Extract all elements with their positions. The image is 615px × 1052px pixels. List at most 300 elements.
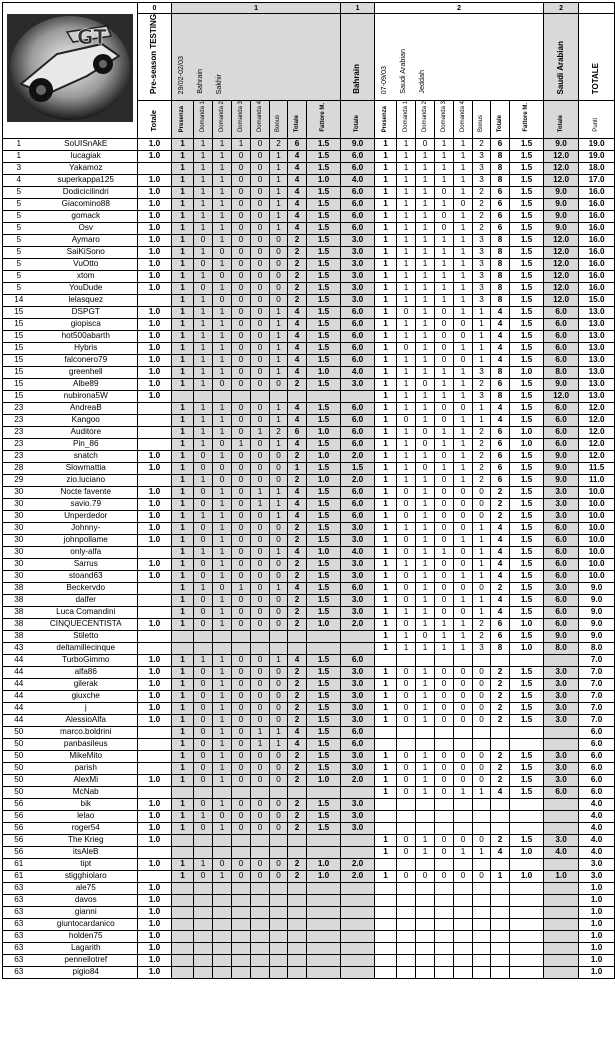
r2-d4: 1	[454, 474, 473, 486]
r2-d1: 1	[397, 318, 416, 330]
r1-d1: 0	[194, 774, 213, 786]
r1-d1: 1	[194, 150, 213, 162]
r1-totale: 2	[288, 618, 307, 630]
pre-season-total: 1.0	[138, 510, 172, 522]
rank: 23	[3, 450, 35, 462]
r1-d4: 0	[251, 594, 270, 606]
rank: 15	[3, 318, 35, 330]
r2-d4: 1	[454, 594, 473, 606]
r2-presenza: 1	[375, 546, 397, 558]
logo-cell	[3, 3, 138, 139]
r2-d3: 1	[435, 630, 454, 642]
table-row	[3, 354, 615, 366]
r1-sum: 3.0	[341, 234, 375, 246]
r2-d2: 0	[416, 462, 435, 474]
punti: 16.0	[579, 222, 615, 234]
rank: 30	[3, 546, 35, 558]
r2-sum: 3.0	[544, 690, 579, 702]
r1-d4: 0	[251, 570, 270, 582]
race1-country: Bahrain	[195, 69, 205, 95]
r1-bonus	[270, 786, 288, 798]
pre-season-total: 1.0	[138, 882, 172, 894]
r2-d3	[435, 954, 454, 966]
r1-bonus: 1	[270, 306, 288, 318]
rank: 56	[3, 846, 35, 858]
pre-season-total	[138, 630, 172, 642]
rank: 15	[3, 342, 35, 354]
r1-d3: 0	[232, 270, 251, 282]
table-row	[3, 894, 615, 906]
player-name: holden75	[35, 930, 138, 942]
r2-sum: 12.0	[544, 294, 579, 306]
table-row	[3, 966, 615, 978]
r1-sum: 6.0	[341, 354, 375, 366]
r2-d2: 1	[416, 498, 435, 510]
r1-totale: 4	[288, 318, 307, 330]
punti: 7.0	[579, 702, 615, 714]
r1-d2	[213, 642, 232, 654]
race1-total-label: Bahrain	[341, 14, 375, 101]
r1-d3	[232, 966, 251, 978]
pre-season-total: 1.0	[138, 222, 172, 234]
r1-d1: 1	[194, 366, 213, 378]
punti: 13.0	[579, 378, 615, 390]
rank: 5	[3, 270, 35, 282]
r2-d4: 1	[454, 570, 473, 582]
r2-d1: 0	[397, 846, 416, 858]
rank: 30	[3, 570, 35, 582]
r2-d1: 1	[397, 378, 416, 390]
col-header-r2-bonus: Bonus	[473, 100, 491, 138]
r2-d1: 1	[397, 558, 416, 570]
rank: 44	[3, 654, 35, 666]
r1-sum: 9.0	[341, 138, 375, 150]
pre-season-total: 1.0	[138, 270, 172, 282]
r1-totale: 2	[288, 870, 307, 882]
r2-bonus: 2	[473, 630, 491, 642]
punti: 8.0	[579, 642, 615, 654]
r2-fattore	[510, 906, 544, 918]
r2-d2	[416, 738, 435, 750]
r1-d3: 0	[232, 450, 251, 462]
r2-bonus: 3	[473, 234, 491, 246]
r2-d1: 0	[397, 834, 416, 846]
r1-d1	[194, 834, 213, 846]
r1-d4: 0	[251, 198, 270, 210]
r1-d4: 1	[251, 498, 270, 510]
r1-bonus: 0	[270, 822, 288, 834]
r1-d3: 0	[232, 246, 251, 258]
r1-totale	[288, 906, 307, 918]
r1-fattore: 1.5	[307, 498, 341, 510]
r1-presenza: 1	[172, 822, 194, 834]
player-name: gomack	[35, 210, 138, 222]
table-row	[3, 150, 615, 162]
r2-sum	[544, 882, 579, 894]
r1-totale	[288, 390, 307, 402]
r1-totale	[288, 894, 307, 906]
player-name: giopisca	[35, 318, 138, 330]
table-row	[3, 726, 615, 738]
player-name: Beckervdo	[35, 582, 138, 594]
r2-presenza: 1	[375, 534, 397, 546]
r2-presenza: 1	[375, 786, 397, 798]
r2-d1: 0	[397, 690, 416, 702]
r1-d3: 0	[232, 150, 251, 162]
r1-d1: 1	[194, 654, 213, 666]
table-row	[3, 402, 615, 414]
r2-totale: 2	[491, 498, 510, 510]
r1-d3	[232, 918, 251, 930]
r2-d2: 1	[416, 222, 435, 234]
r1-totale: 4	[288, 654, 307, 666]
r1-fattore: 1.5	[307, 582, 341, 594]
rank: 38	[3, 630, 35, 642]
r2-sum: 3.0	[544, 582, 579, 594]
rank: 15	[3, 330, 35, 342]
player-name: Aymaro	[35, 234, 138, 246]
r2-d1: 0	[397, 618, 416, 630]
table-row	[3, 930, 615, 942]
r2-d4: 0	[454, 678, 473, 690]
r1-d4: 0	[251, 702, 270, 714]
pre-season-total	[138, 738, 172, 750]
r2-d4: 0	[454, 714, 473, 726]
r2-presenza: 1	[375, 606, 397, 618]
r2-d3	[435, 906, 454, 918]
r1-d3: 0	[232, 162, 251, 174]
r2-presenza: 1	[375, 558, 397, 570]
r1-d4: 0	[251, 654, 270, 666]
r1-d4: 0	[251, 222, 270, 234]
r2-fattore: 1.5	[510, 774, 544, 786]
r2-d3: 0	[435, 402, 454, 414]
r2-sum: 1.0	[544, 870, 579, 882]
r2-d1: 0	[397, 342, 416, 354]
r2-d4: 1	[454, 294, 473, 306]
r2-sum: 3.0	[544, 666, 579, 678]
r1-d3: 0	[232, 282, 251, 294]
rank: 5	[3, 210, 35, 222]
r1-totale: 4	[288, 402, 307, 414]
r1-presenza: 1	[172, 774, 194, 786]
r2-d4: 1	[454, 786, 473, 798]
r1-fattore: 1.5	[307, 138, 341, 150]
r1-d4	[251, 942, 270, 954]
r1-d1: 1	[194, 342, 213, 354]
r2-d4: 0	[454, 582, 473, 594]
r1-fattore: 1.5	[307, 738, 341, 750]
r2-totale: 6	[491, 222, 510, 234]
rank: 5	[3, 198, 35, 210]
r1-totale	[288, 642, 307, 654]
r2-bonus: 2	[473, 210, 491, 222]
r1-presenza: 1	[172, 570, 194, 582]
r2-fattore: 1.5	[510, 714, 544, 726]
r2-d1: 1	[397, 606, 416, 618]
r1-totale: 2	[288, 282, 307, 294]
r1-presenza: 1	[172, 162, 194, 174]
player-name: ale75	[35, 882, 138, 894]
r1-d2: 1	[213, 750, 232, 762]
r2-totale: 4	[491, 342, 510, 354]
r2-presenza: 1	[375, 774, 397, 786]
rank: 50	[3, 774, 35, 786]
r1-sum: 4.0	[341, 546, 375, 558]
r1-presenza	[172, 630, 194, 642]
r2-totale: 8	[491, 174, 510, 186]
table-row	[3, 366, 615, 378]
r2-sum: 6.0	[544, 570, 579, 582]
r2-sum: 12.0	[544, 270, 579, 282]
r2-d2: 1	[416, 666, 435, 678]
player-name: Auditore	[35, 426, 138, 438]
r2-d1: 1	[397, 450, 416, 462]
table-row	[3, 858, 615, 870]
r1-d4: 0	[251, 582, 270, 594]
r1-bonus: 1	[270, 366, 288, 378]
r1-d3: 0	[232, 726, 251, 738]
player-name: Osv	[35, 222, 138, 234]
r1-presenza	[172, 918, 194, 930]
r1-presenza: 1	[172, 522, 194, 534]
player-name: Stiletto	[35, 630, 138, 642]
r1-d1	[194, 966, 213, 978]
pre-season-total: 1.0	[138, 138, 172, 150]
r2-totale: 2	[491, 666, 510, 678]
r2-sum: 9.0	[544, 138, 579, 150]
r2-d3: 0	[435, 690, 454, 702]
r1-d2: 0	[213, 294, 232, 306]
r1-presenza: 1	[172, 414, 194, 426]
r2-fattore	[510, 738, 544, 750]
r1-bonus: 1	[270, 654, 288, 666]
table-row	[3, 174, 615, 186]
svg-text:GT: GT	[77, 25, 107, 50]
r1-sum	[341, 834, 375, 846]
r2-presenza: 1	[375, 426, 397, 438]
r2-sum: 12.0	[544, 246, 579, 258]
r2-fattore: 1.5	[510, 750, 544, 762]
r1-d2: 1	[213, 510, 232, 522]
r2-d4	[454, 954, 473, 966]
r1-d4: 0	[251, 186, 270, 198]
r2-totale: 6	[491, 438, 510, 450]
r2-d2: 1	[416, 354, 435, 366]
r1-presenza: 1	[172, 510, 194, 522]
r2-d1: 0	[397, 534, 416, 546]
r2-fattore: 1.5	[510, 534, 544, 546]
r2-presenza: 1	[375, 510, 397, 522]
r1-d3: 0	[232, 534, 251, 546]
r2-d4	[454, 966, 473, 978]
r1-totale: 2	[288, 450, 307, 462]
r1-sum	[341, 390, 375, 402]
r2-fattore: 1.5	[510, 402, 544, 414]
r1-d2: 1	[213, 162, 232, 174]
r2-totale	[491, 858, 510, 870]
r2-d4: 0	[454, 510, 473, 522]
r1-d4: 0	[251, 858, 270, 870]
r1-totale: 4	[288, 162, 307, 174]
r1-sum: 1.5	[341, 462, 375, 474]
r1-d2: 1	[213, 714, 232, 726]
r2-d2: 1	[416, 702, 435, 714]
rank: 14	[3, 294, 35, 306]
r1-totale: 2	[288, 798, 307, 810]
pre-season-total	[138, 426, 172, 438]
pre-season-total	[138, 438, 172, 450]
r1-bonus: 1	[270, 738, 288, 750]
r1-bonus: 0	[270, 810, 288, 822]
pre-season-total: 1.0	[138, 210, 172, 222]
player-name: giuntocardanico	[35, 918, 138, 930]
r2-totale: 6	[491, 630, 510, 642]
r2-d3: 1	[435, 546, 454, 558]
r1-fattore: 1.5	[307, 342, 341, 354]
r1-fattore: 1.5	[307, 534, 341, 546]
r1-bonus	[270, 930, 288, 942]
rank: 50	[3, 750, 35, 762]
r1-bonus	[270, 918, 288, 930]
r2-presenza: 1	[375, 354, 397, 366]
r1-bonus: 0	[270, 282, 288, 294]
r1-fattore	[307, 894, 341, 906]
r1-presenza: 1	[172, 474, 194, 486]
r1-totale: 6	[288, 426, 307, 438]
punti: 6.0	[579, 750, 615, 762]
punti: 9.0	[579, 630, 615, 642]
r2-d4: 1	[454, 306, 473, 318]
r2-d3: 1	[435, 390, 454, 402]
r2-d1: 0	[397, 594, 416, 606]
r1-sum: 6.0	[341, 738, 375, 750]
r2-fattore: 1.5	[510, 318, 544, 330]
r2-bonus: 1	[473, 330, 491, 342]
r1-d2	[213, 786, 232, 798]
r2-d4	[454, 942, 473, 954]
r1-d4: 0	[251, 282, 270, 294]
r2-d1	[397, 654, 416, 666]
r2-sum	[544, 954, 579, 966]
player-name: lelasquez	[35, 294, 138, 306]
punti: 1.0	[579, 918, 615, 930]
r1-fattore: 1.0	[307, 546, 341, 558]
r1-totale: 6	[288, 138, 307, 150]
r1-fattore	[307, 786, 341, 798]
r1-d3: 1	[232, 438, 251, 450]
r1-d3: 0	[232, 354, 251, 366]
rank: 50	[3, 738, 35, 750]
r1-bonus	[270, 882, 288, 894]
r2-presenza	[375, 966, 397, 978]
r2-fattore: 1.5	[510, 294, 544, 306]
r1-totale: 4	[288, 726, 307, 738]
r1-fattore	[307, 630, 341, 642]
r2-d1: 0	[397, 678, 416, 690]
player-name: only-alfa	[35, 546, 138, 558]
r1-d4	[251, 882, 270, 894]
r2-d2	[416, 654, 435, 666]
r1-d1	[194, 786, 213, 798]
r1-d1: 0	[194, 666, 213, 678]
r1-d2: 1	[213, 282, 232, 294]
r2-d3: 1	[435, 162, 454, 174]
r2-d2: 0	[416, 438, 435, 450]
r2-presenza: 1	[375, 582, 397, 594]
r2-bonus	[473, 822, 491, 834]
r2-bonus: 0	[473, 702, 491, 714]
r1-presenza: 1	[172, 438, 194, 450]
r1-bonus: 1	[270, 510, 288, 522]
r2-fattore: 1.5	[510, 246, 544, 258]
r1-totale: 4	[288, 486, 307, 498]
r2-d1: 1	[397, 174, 416, 186]
r1-sum: 3.0	[341, 762, 375, 774]
r1-totale: 4	[288, 354, 307, 366]
table-row	[3, 522, 615, 534]
r2-d3: 0	[435, 834, 454, 846]
r2-d1: 1	[397, 354, 416, 366]
rank: 23	[3, 402, 35, 414]
r2-fattore: 1.5	[510, 174, 544, 186]
r1-d3	[232, 834, 251, 846]
r2-d3: 1	[435, 438, 454, 450]
pre-season-total: 1.0	[138, 798, 172, 810]
r2-bonus: 0	[473, 762, 491, 774]
r2-sum: 3.0	[544, 750, 579, 762]
r1-d2: 1	[213, 486, 232, 498]
r2-d4	[454, 882, 473, 894]
col-header-punti: Punti	[579, 100, 615, 138]
pre-season-total: 1.0	[138, 150, 172, 162]
r2-bonus: 2	[473, 618, 491, 630]
r1-d4	[251, 846, 270, 858]
r2-totale: 6	[491, 210, 510, 222]
r1-fattore: 1.5	[307, 270, 341, 282]
r1-sum: 2.0	[341, 450, 375, 462]
r1-d4: 0	[251, 438, 270, 450]
r2-bonus: 1	[473, 318, 491, 330]
player-name: Lagarith	[35, 942, 138, 954]
r2-d3	[435, 882, 454, 894]
r1-sum: 3.0	[341, 798, 375, 810]
r1-d1: 1	[194, 378, 213, 390]
r2-fattore: 1.5	[510, 450, 544, 462]
r2-totale: 2	[491, 678, 510, 690]
table-row	[3, 294, 615, 306]
r2-fattore	[510, 798, 544, 810]
col-header-r1-d3: Domanda 3	[232, 100, 251, 138]
r1-presenza	[172, 390, 194, 402]
r1-presenza: 1	[172, 294, 194, 306]
r2-presenza: 1	[375, 294, 397, 306]
r1-fattore: 1.5	[307, 762, 341, 774]
r2-bonus: 3	[473, 150, 491, 162]
punti: 6.0	[579, 774, 615, 786]
r2-d1: 1	[397, 390, 416, 402]
r2-d3: 0	[435, 186, 454, 198]
r2-bonus: 2	[473, 378, 491, 390]
r1-d1: 1	[194, 294, 213, 306]
r1-d1: 1	[194, 354, 213, 366]
table-row	[3, 762, 615, 774]
r2-d1: 0	[397, 786, 416, 798]
rank: 30	[3, 558, 35, 570]
r1-bonus: 0	[270, 450, 288, 462]
r2-d4: 1	[454, 246, 473, 258]
r2-fattore: 1.5	[510, 786, 544, 798]
